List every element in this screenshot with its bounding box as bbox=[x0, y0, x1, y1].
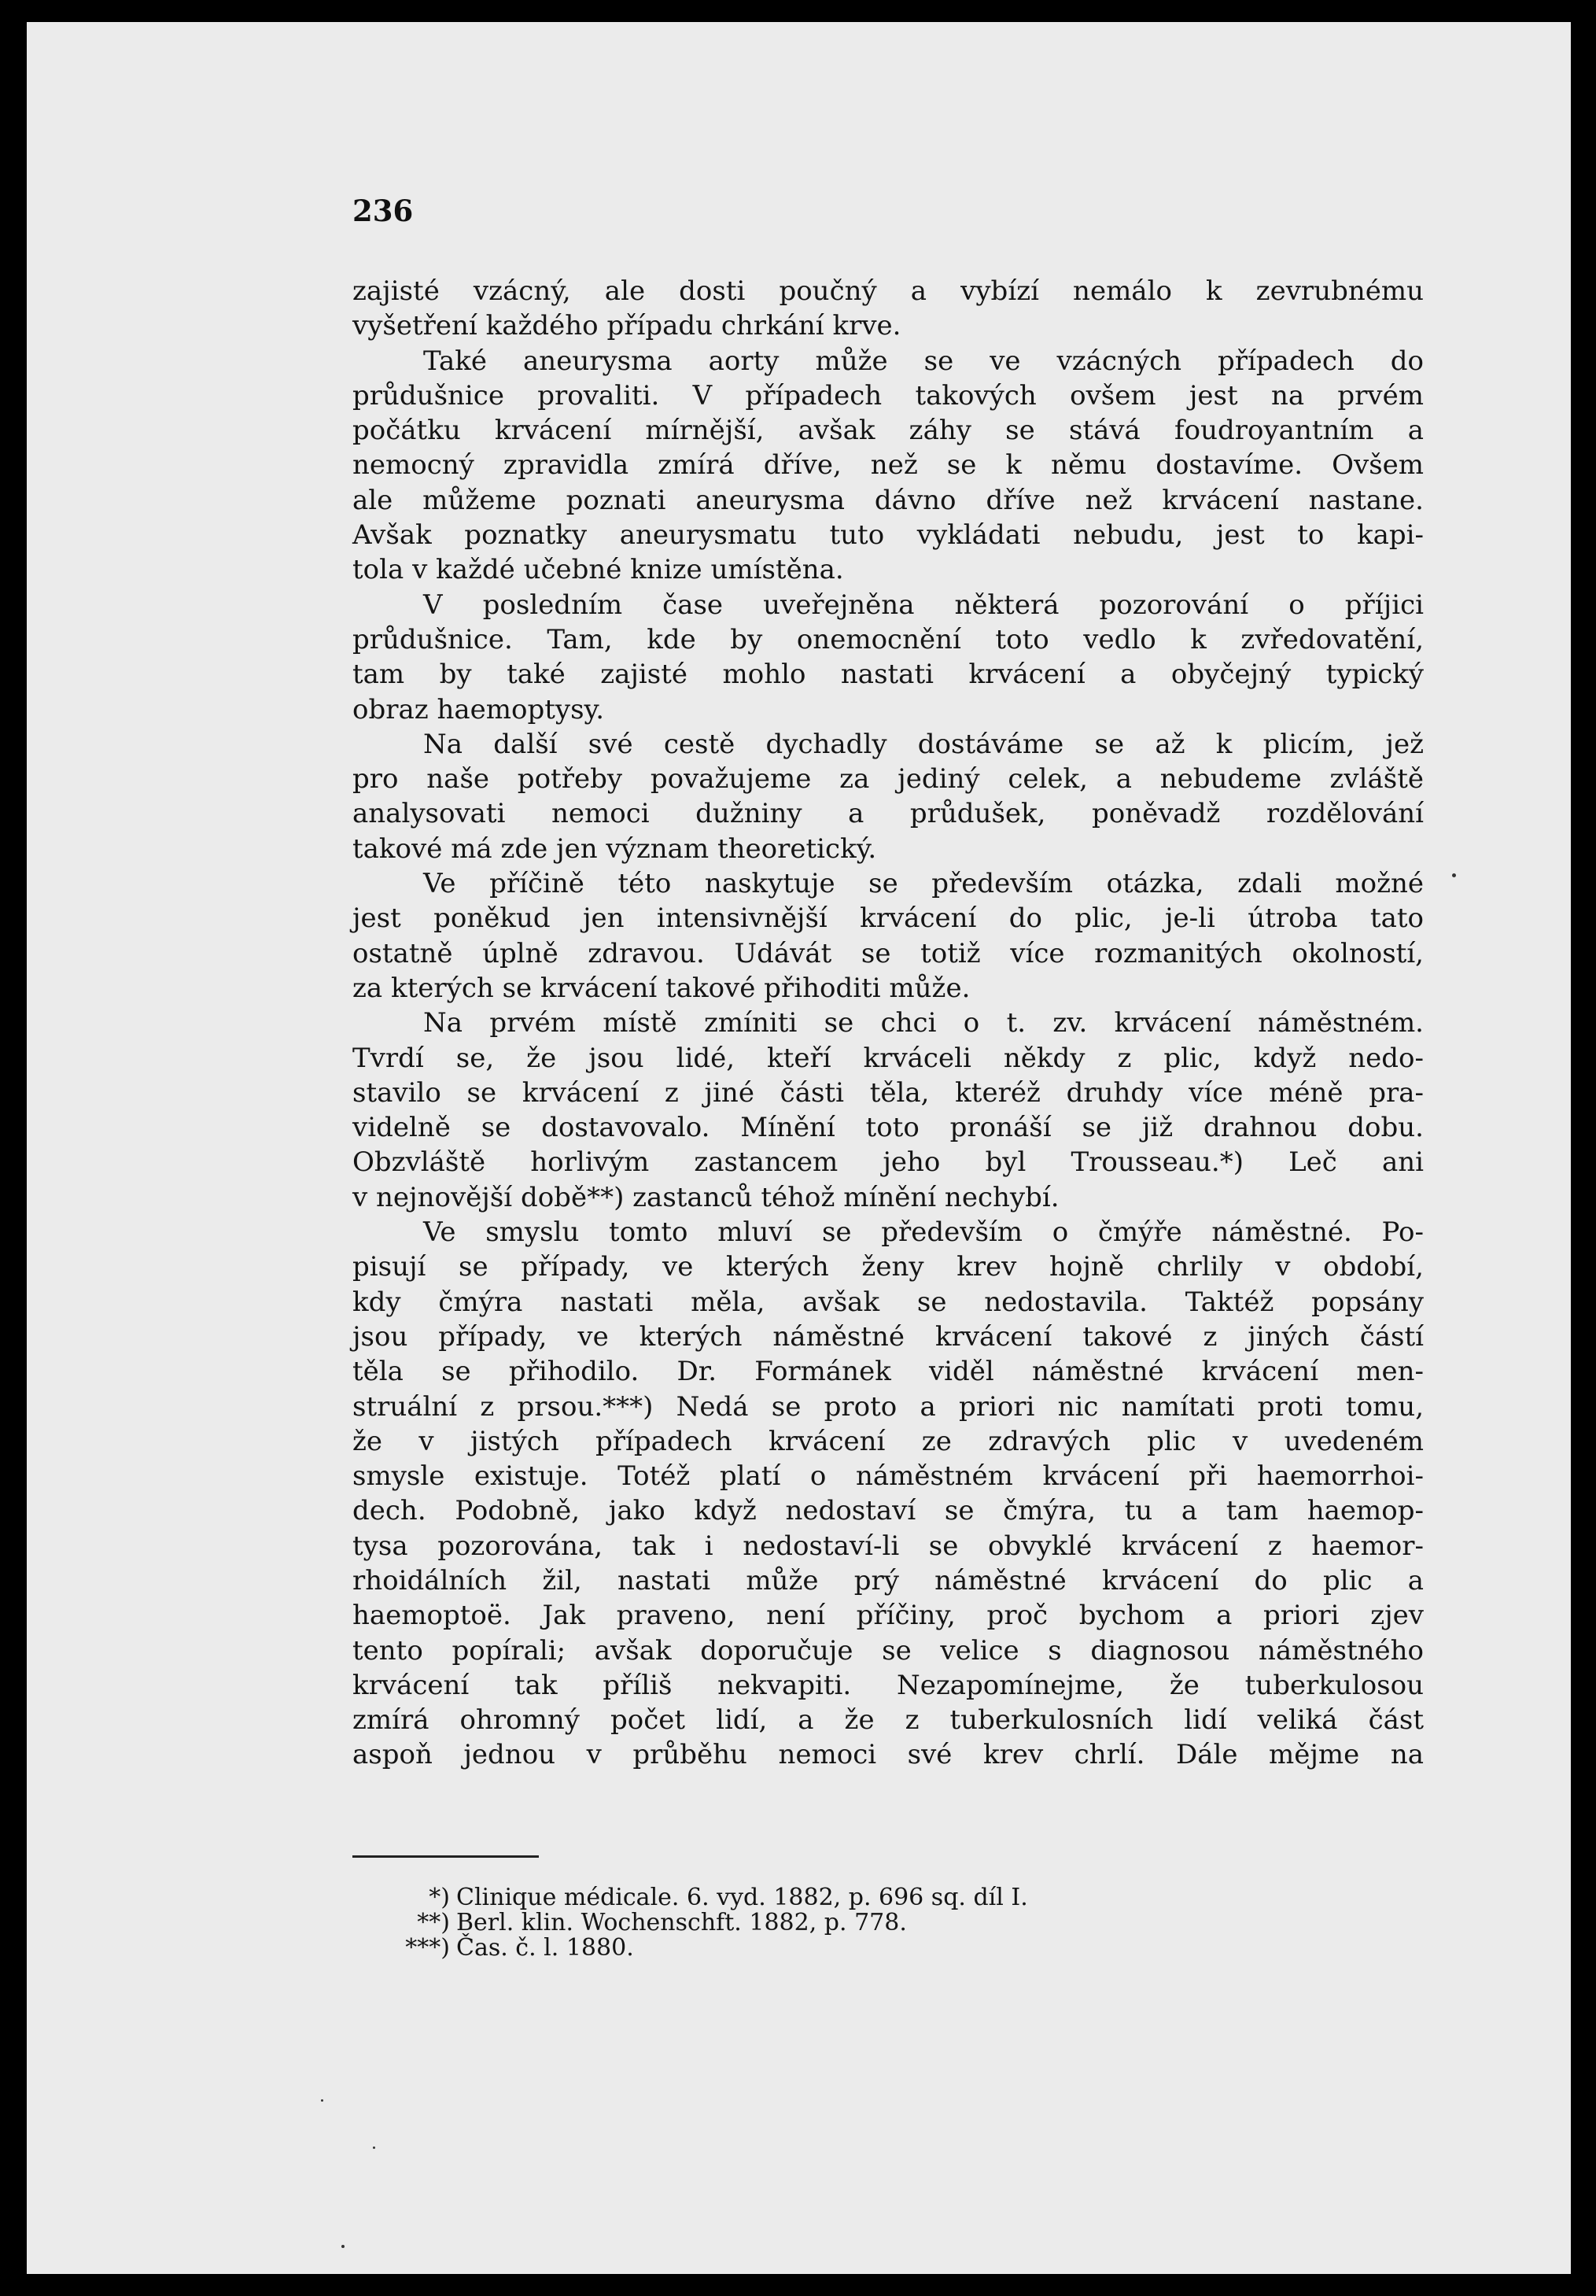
text-line: dech. Podobně, jako když nedostaví se čmýra, tu a tam haemop- bbox=[352, 1495, 1424, 1527]
text-line: Ve smyslu tomto mluví se především o čmýře náměstné. Po- bbox=[423, 1216, 1424, 1249]
text-line: tento popírali; avšak doporučuje se velice s diagnosou náměstného bbox=[352, 1634, 1424, 1667]
text-line: pisují se případy, ve kterých ženy krev hojně chrlily v období, bbox=[352, 1251, 1424, 1283]
text-line: takové má zde jen význam theoretický. bbox=[352, 832, 877, 865]
text-line: za kterých se krvácení takové přihoditi může. bbox=[352, 972, 971, 1004]
text-line: v nejnovější době**) zastanců téhož mínění nechybí. bbox=[352, 1181, 1060, 1213]
footnotes bbox=[404, 1885, 1028, 1961]
text-line: haemoptoë. Jak praveno, není příčiny, proč bychom a priori zjev bbox=[352, 1600, 1424, 1632]
footnote bbox=[404, 1885, 1028, 1910]
page-number: 236 bbox=[352, 194, 414, 228]
text-line: Na další své cestě dychadly dostáváme se až k plicím, jež bbox=[423, 728, 1424, 760]
text-line: pro naše potřeby považujeme za jediný celek, a nebudeme zvláště bbox=[352, 763, 1424, 795]
text-line: jsou případy, ve kterých náměstné krvácení takové z jiných částí bbox=[352, 1320, 1424, 1353]
scanned-page bbox=[27, 22, 1571, 2274]
text-line: jest poněkud jen intensivnější krvácení do plic, je-li útroba tato bbox=[352, 903, 1424, 935]
text-line: Ve příčině této naskytuje se především otázka, zdali možné bbox=[423, 868, 1424, 900]
text-line: nemocný zpravidla zmírá dříve, než se k němu dostavíme. Ovšem bbox=[352, 449, 1424, 482]
text-line: Obzvláště horlivým zastancem jeho byl Trousseau.*) Leč ani bbox=[352, 1146, 1424, 1179]
footnote-mark: ***) bbox=[405, 1934, 450, 1962]
scan-speck bbox=[321, 2099, 323, 2102]
body-text bbox=[352, 274, 1424, 1773]
footnote-divider bbox=[352, 1855, 539, 1858]
footnote-text: Berl. klin. Wochenschft. 1882, p. 778. bbox=[456, 1909, 907, 1936]
text-line: Také aneurysma aorty může se ve vzácných případech do bbox=[423, 345, 1424, 377]
text-line: rhoidálních žil, nastati může prý náměstné krvácení do plic a bbox=[352, 1564, 1424, 1596]
footnote-text: Čas. č. l. 1880. bbox=[456, 1934, 634, 1962]
text-line: kdy čmýra nastati měla, avšak se nedostavila. Taktéž popsány bbox=[352, 1286, 1424, 1318]
text-line: aspoň jednou v průběhu nemoci své krev chrlí. Dále mějme na bbox=[352, 1739, 1424, 1771]
text-line: průdušnice provaliti. V případech takových ovšem jest na prvém bbox=[352, 379, 1424, 412]
text-line: obraz haemoptysy. bbox=[352, 693, 605, 725]
text-line: Avšak poznatky aneurysmatu tuto vykládati nebudu, jest to kapi- bbox=[352, 519, 1424, 552]
text-line: V posledním čase uveřejněna některá pozorování o příjici bbox=[423, 589, 1424, 621]
text-line: vyšetření každého případu chrkání krve. bbox=[352, 310, 901, 342]
footnote bbox=[404, 1910, 1028, 1936]
text-line: průdušnice. Tam, kde by onemocnění toto vedlo k zvředovatění, bbox=[352, 623, 1424, 655]
scan-speck bbox=[1452, 873, 1456, 877]
footnote-mark: **) bbox=[417, 1909, 450, 1936]
text-line: smysle existuje. Totéž platí o náměstném krvácení při haemorrhoi- bbox=[352, 1460, 1424, 1493]
text-line: zajisté vzácný, ale dosti poučný a vybízí nemálo k zevrubnému bbox=[352, 275, 1424, 307]
footnote-text: Clinique médicale. 6. vyd. 1882, p. 696 sq. díl I. bbox=[456, 1884, 1028, 1911]
text-line: Na prvém místě zmíniti se chci o t. zv. krvácení náměstném. bbox=[423, 1007, 1424, 1039]
text-line: těla se přihodilo. Dr. Formánek viděl náměstné krvácení men- bbox=[352, 1356, 1424, 1388]
text-line: tysa pozorována, tak i nedostaví-li se obvyklé krvácení z haemor- bbox=[352, 1530, 1424, 1562]
text-line: tam by také zajisté mohlo nastati krvácení a obyčejný typický bbox=[352, 659, 1424, 691]
text-line: struální z prsou.***) Nedá se proto a priori nic namítati proti tomu, bbox=[352, 1390, 1424, 1423]
text-line: videlně se dostavovalo. Mínění toto pronáší se již drahnou dobu. bbox=[352, 1112, 1424, 1144]
text-line: ostatně úplně zdravou. Udávát se totiž více rozmanitých okolností, bbox=[352, 937, 1424, 969]
footnote bbox=[404, 1936, 1028, 1961]
text-line: počátku krvácení mírnější, avšak záhy se stává foudroyantním a bbox=[352, 415, 1424, 447]
text-line: analysovati nemoci dužniny a průdušek, poněvadž rozdělování bbox=[352, 798, 1424, 830]
text-line: stavilo se krvácení z jiné části těla, kteréž druhdy více méně pra- bbox=[352, 1076, 1424, 1109]
text-line: krvácení tak příliš nekvapiti. Nezapomínejme, že tuberkulosou bbox=[352, 1669, 1424, 1701]
scan-speck bbox=[373, 2147, 375, 2149]
text-line: zmírá ohromný počet lidí, a že z tuberkulosních lidí veliká část bbox=[352, 1704, 1424, 1737]
text-line: ale můžeme poznati aneurysma dávno dříve než krvácení nastane. bbox=[352, 484, 1424, 516]
text-line: Tvrdí se, že jsou lidé, kteří krváceli někdy z plic, když nedo- bbox=[352, 1042, 1424, 1074]
text-line: tola v každé učebné knize umístěna. bbox=[352, 554, 844, 586]
text-line: že v jistých případech krvácení ze zdravých plic v uvedeném bbox=[352, 1425, 1424, 1457]
footnote-mark: *) bbox=[429, 1884, 450, 1911]
scan-speck bbox=[341, 2245, 345, 2248]
